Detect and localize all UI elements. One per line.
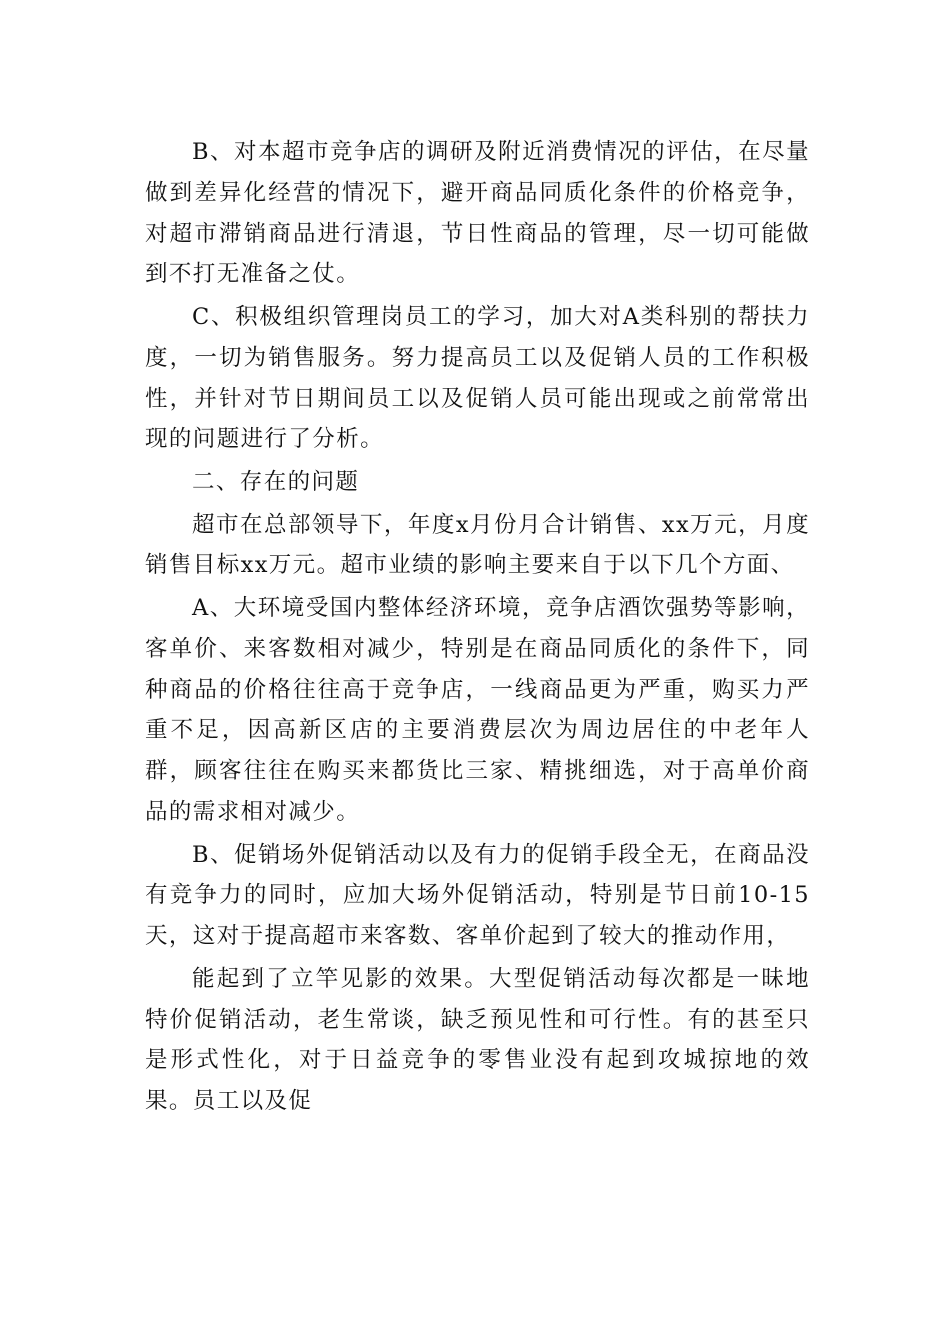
paragraph-promotion-effect: 能起到了立竿见影的效果。大型促销活动每次都是一昧地特价促销活动，老生常谈，缺乏预见性和可行性。有的甚至只是形式性化，对于日益竞争的零售业没有起到攻城掠地的效果。员工以及促 [145, 965, 810, 1115]
paragraph-b-competitor-research: B、对本超市竞争店的调研及附近消费情况的评估，在尽量做到差异化经营的情况下，避开商品同质化条件的价格竞争，对超市滞销商品进行清退，节日性商品的管理，尽一切可能做到不打无准备之仗。 [145, 139, 810, 288]
document-body [145, 132, 810, 1124]
paragraph-b-promotion: B、促销场外促销活动以及有力的促销手段全无，在商品没有竞争力的同时，应加大场外促销活动，特别是节日前10-15天，这对于提高超市来客数、客单价起到了较大的推动作用， [145, 841, 810, 950]
paragraph-sales-summary: 超市在总部领导下，年度x月份月合计销售、xx万元，月度销售目标xx万元。超市业绩的影响主要来自于以下几个方面、 [145, 511, 810, 579]
paragraph-c-staff-training: C、积极组织管理岗员工的学习，加大对A类科别的帮扶力度，一切为销售服务。努力提高员工以及促销人员的工作积极性，并针对节日期间员工以及促销人员可能出现或之前常常出现的问题进行了分析。 [145, 303, 810, 453]
paragraph-a-environment: A、大环境受国内整体经济环境，竞争店酒饮强势等影响，客单价、来客数相对减少，特别是在商品同质化的条件下，同种商品的价格往往高于竞争店，一线商品更为严重，购买力严重不足，因高新区店的主要消费层次为周边居住的中老年人群，顾客往往在购买来都货比三家、精挑细选，对于高单价商品的需求相对减少。 [145, 594, 810, 825]
section-heading-problems: 二、存在的问题 [192, 468, 360, 495]
